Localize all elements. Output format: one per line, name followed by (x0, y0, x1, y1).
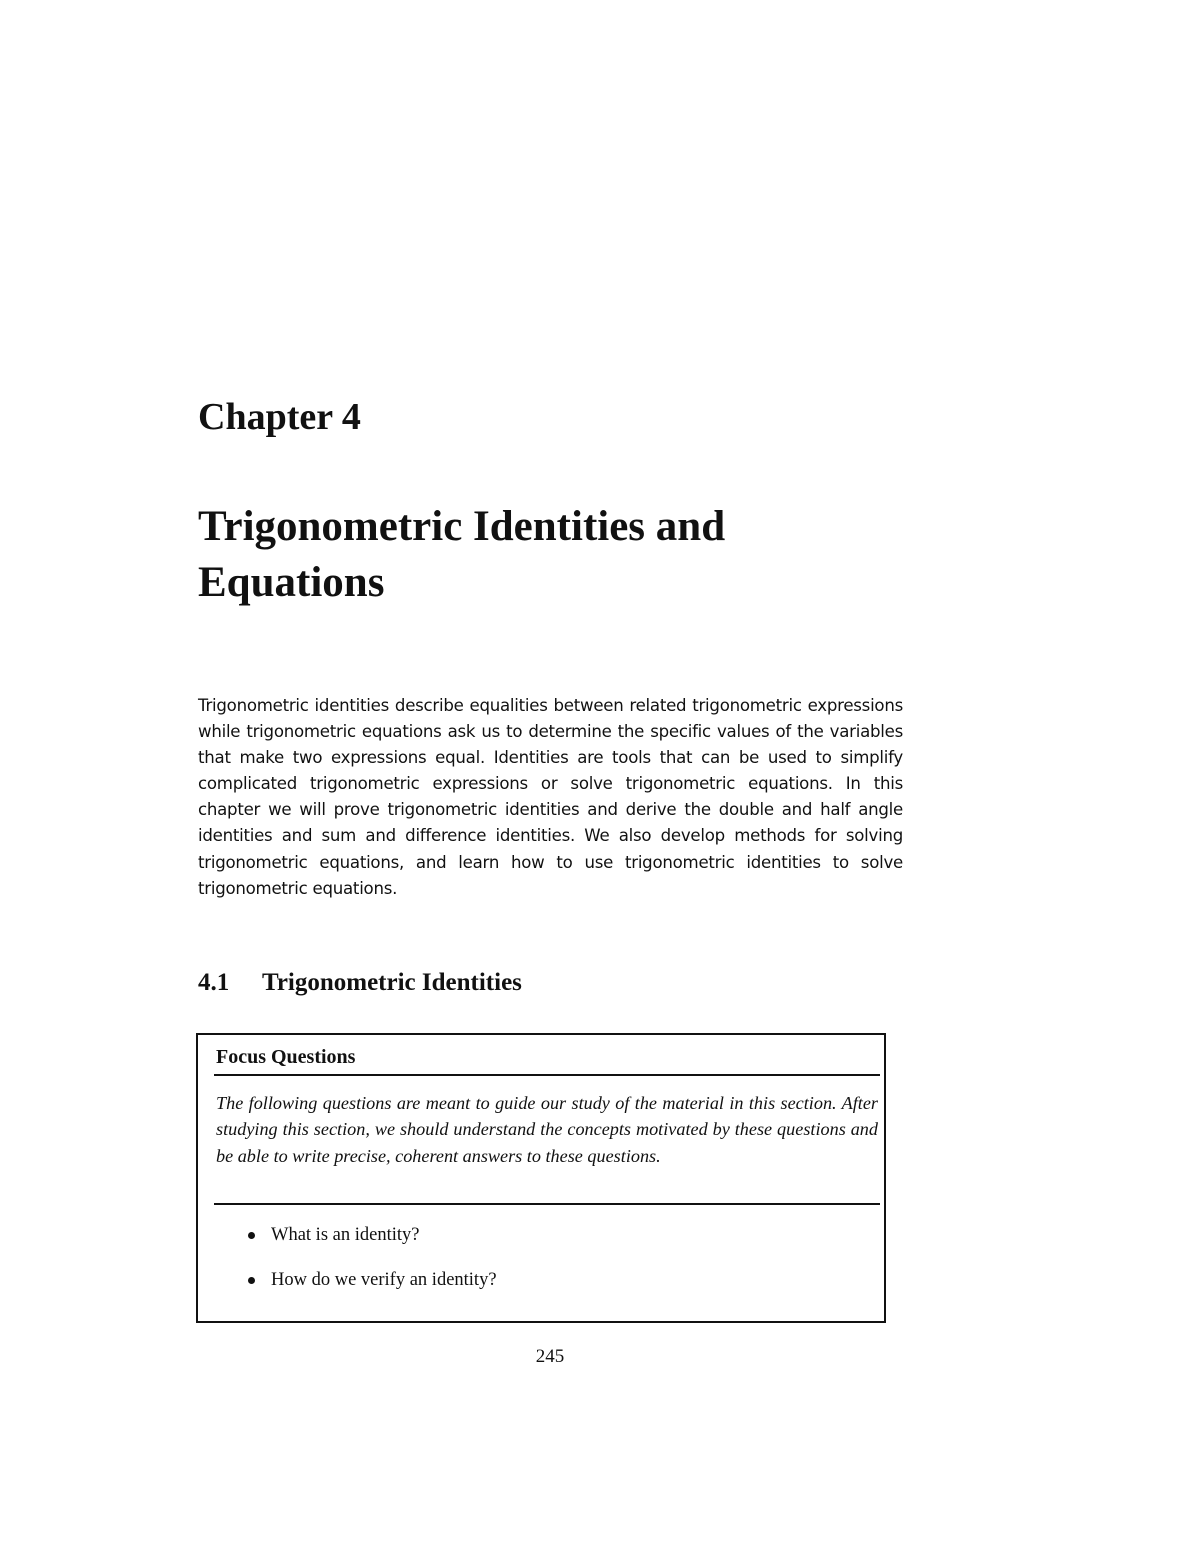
focus-question-text: How do we verify an identity? (271, 1270, 497, 1290)
focus-question-item (248, 1267, 497, 1293)
focus-top-divider (214, 1074, 880, 1076)
chapter-intro-paragraph: Trigonometric identities describe equalities between related trigonometric expressions while trigonometric equations ask us to determine the specific values of the variables that make two expressions equal. Identities are tools that can be used to simplify complicated trigonometric expressions or solve trigonometric equations. In this chapter we will prove trigonometric identities and derive the double and half angle identities and sum and difference identities. We also develop methods for solving trigonometric equations, and learn how to use trigonometric identities to solve trigonometric equations. (198, 696, 903, 898)
bullet-icon (248, 1232, 255, 1239)
section-number: 4.1 (198, 969, 230, 996)
focus-questions-title: Focus Questions (216, 1046, 356, 1068)
focus-questions-list (248, 1222, 497, 1312)
focus-questions-box (196, 1033, 886, 1323)
focus-question-text: What is an identity? (271, 1225, 420, 1245)
section-title: Trigonometric Identities (262, 969, 522, 996)
chapter-title: Trigonometric Identities and Equations (198, 503, 726, 606)
focus-question-item (248, 1222, 497, 1248)
chapter-label: Chapter 4 (198, 396, 361, 438)
section-heading (198, 966, 522, 1000)
focus-bottom-divider (214, 1203, 880, 1205)
focus-questions-intro: The following questions are meant to guide our study of the material in this section. After studying this section, we should understand the concepts motivated by these questions and be able to write precise, coherent answers to these questions. (216, 1093, 878, 1166)
bullet-icon (248, 1277, 255, 1284)
page-number: 245 (535, 1346, 565, 1367)
